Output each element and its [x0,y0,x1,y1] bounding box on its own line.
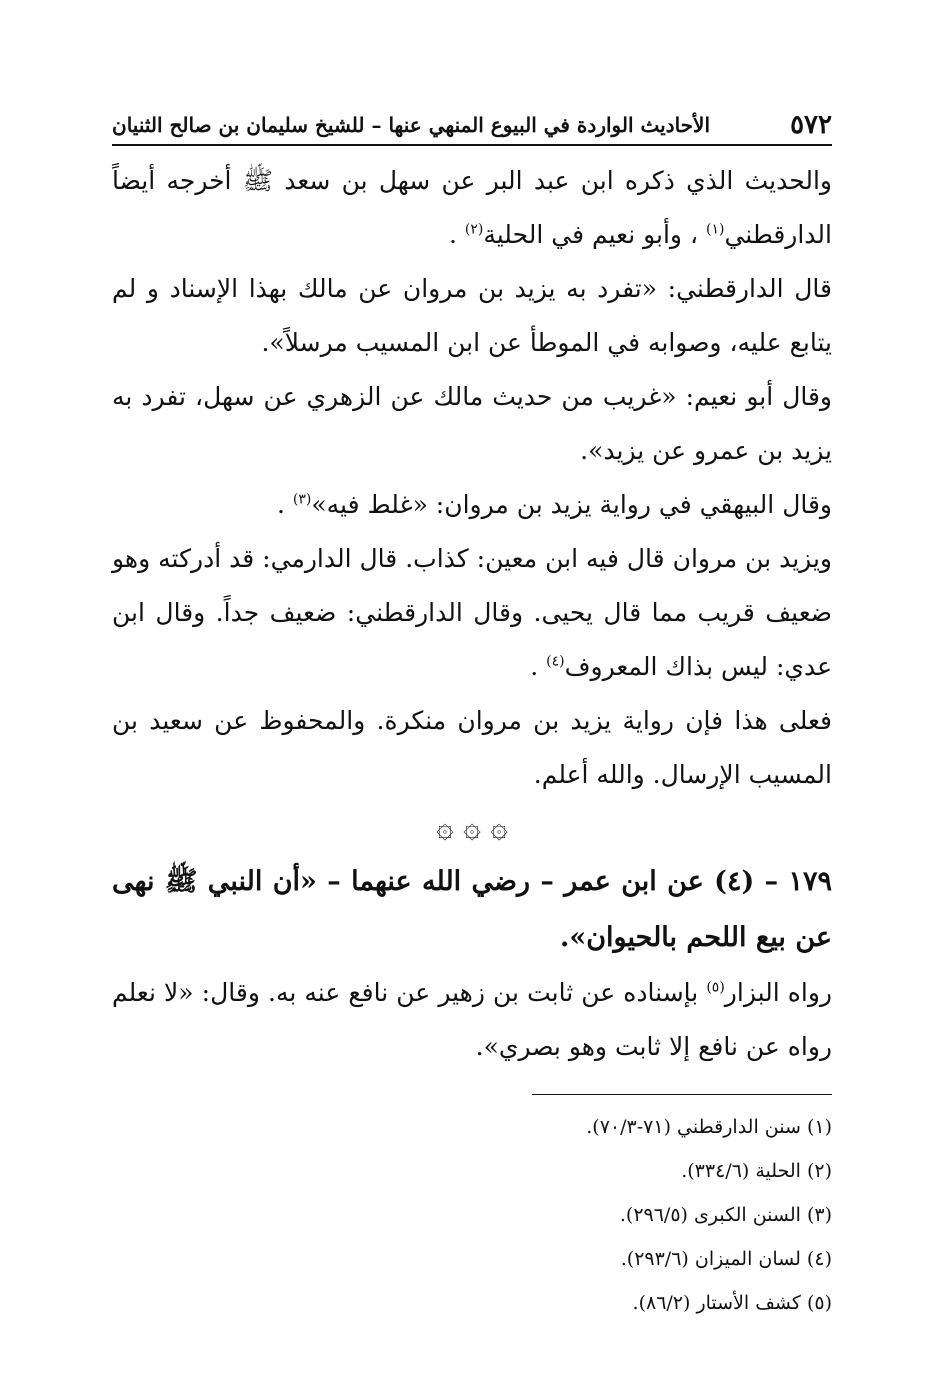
paragraph-text: والحديث الذي ذكره ابن عبد البر عن سهل بن سعد ﷺ أخرجه أيضاً الدارقطني [112,166,832,249]
footnote: (٤) لسان الميزان (٢٩٣/٦). [620,1248,832,1270]
paragraph-text: . [530,652,539,681]
footnote-ref: (٥) [706,979,725,996]
paragraph-text: وقال البيهقي في رواية يزيد بن مروان: «غلط فيه» [311,490,832,519]
main-text [112,154,832,1325]
paragraph-text: . [276,490,285,519]
paragraph-text: . [448,220,457,249]
paragraph: قال الدارقطني: «تفرد به يزيد بن مروان عن مالك بهذا الإسناد و لم يتابع عليه، وصوابه في الموطأ عن ابن المسيب مرسلاً». [112,274,832,357]
hadith-heading: ١٧٩ – (٤) عن ابن عمر – رضي الله عنهما – «أن النبي ﷺ نهى عن بيع اللحم بالحيوان». [112,866,833,953]
paragraph [112,478,832,532]
paragraph [112,966,832,1074]
paragraph-text: ، وأبو نعيم في الحلية [483,220,699,249]
paragraph: وقال أبو نعيم: «غريب من حديث مالك عن الزهري عن سهل، تفرد به يزيد بن عمرو عن يزيد». [112,382,832,465]
page-header [112,100,832,146]
footnote-ref: (٤) [546,653,565,670]
page [112,100,832,1325]
paragraph [112,154,832,262]
paragraph [112,532,832,694]
running-title: الأحاديث الواردة في البيوع المنهي عنها – للشيخ سليمان بن صالح الثنيان [112,113,711,137]
footnote: (٣) السنن الكبرى (٢٩٦/٥). [619,1204,832,1226]
paragraph-text: بإسناده عن ثابت بن زهير عن نافع عنه به. وقال: «لا نعلم رواه عن نافع إلا ثابت وهو بصري». [112,978,832,1061]
paragraph-text: رواه البزار [724,978,832,1007]
footnote-ref: (٢) [464,221,484,238]
footnote: (٥) كشف الأستار (٨٦/٢). [632,1292,832,1314]
footnotes [112,1105,832,1325]
footnote-divider [532,1094,832,1095]
page-number: ٥٧٢ [790,110,832,140]
footnote-ref: (٣) [292,491,312,508]
paragraph-text: ويزيد بن مروان قال فيه ابن معين: كذاب. قال الدارمي: قد أدركته وهو ضعيف قريب مما قال يحيى. وقال الدارقطني: ضعيف جداً. وقال ابن عدي: ليس بذاك المعروف [112,544,832,681]
paragraph: فعلى هذا فإن رواية يزيد بن مروان منكرة. والمحفوظ عن سعيد بن المسيب الإرسال. والله أعلم. [112,706,832,789]
footnote-ref: (١) [705,221,725,238]
footnote: (٢) الحلية (٣٣٤/٦). [681,1160,832,1182]
footnote: (١) سنن الدارقطني (٧١-٧٠/٣). [586,1116,832,1138]
ornament-divider: ۞ ۞ ۞ [436,810,508,845]
